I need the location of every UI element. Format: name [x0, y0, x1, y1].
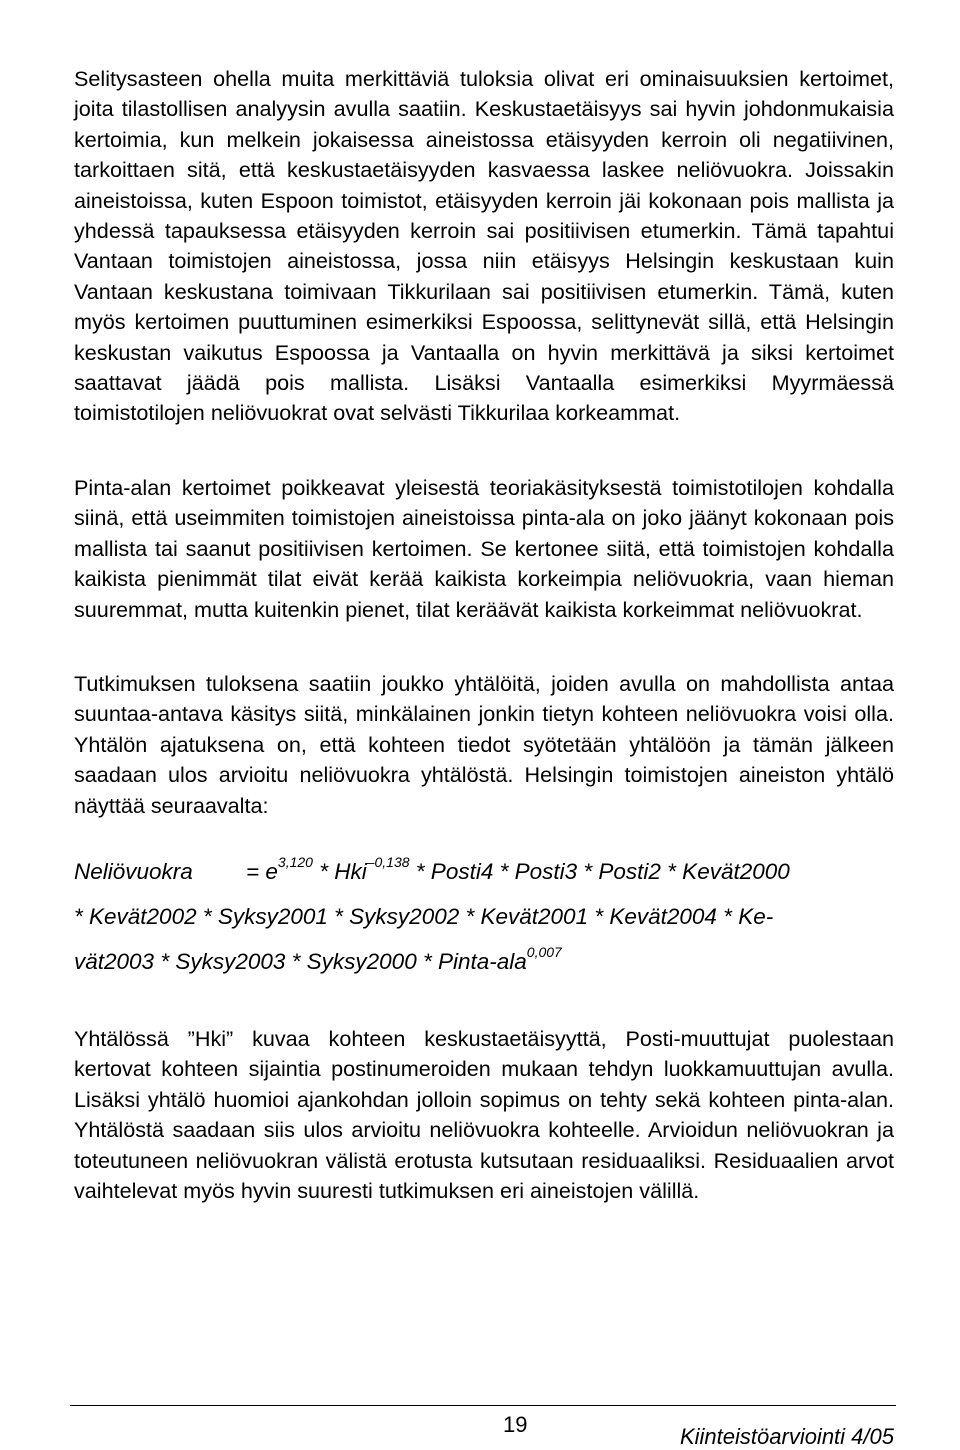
page-number: 19 [503, 1412, 528, 1437]
paragraph-equations-intro: Tutkimuksen tuloksena saatiin joukko yhtälöitä, joiden avulla on mahdollista antaa suuntaa-antava käsitys siitä, minkälainen jonkin tietyn kohteen neliövuokra voisi olla. Yhtälön ajatuksena on, että kohteen tiedot syötetään yhtälöön ja tämän jälkeen saadaan ulos arvioitu neliövuokra yhtälöstä. Helsingin toimistojen aineiston yhtälö näyttää seuraavalta: [74, 670, 894, 818]
equation-line-3 [74, 939, 894, 984]
exponent-constant: 3,120 [277, 853, 313, 870]
equation-hki: * Hki [312, 858, 367, 884]
exponent-area: 0,007 [526, 943, 562, 960]
rent-equation [74, 849, 894, 984]
equation-e: = e [246, 858, 278, 884]
paragraph-coefficients: Selitysasteen ohella muita merkittäviä tuloksia olivat eri ominaisuuksien kertoimet, joita tilastollisen analyysin avulla saatiin. Keskustaetäisyys sai hyvin johdonmukaisia kertoimia, kun melkein jokaisessa aineistossa etäisyyden kerroin oli negatiivinen, tarkoittaen sitä, että keskustaetäisyyden kasvaessa laskee neliövuokra. Joissakin aineistoissa, kuten Espoon toimistot, etäisyyden kerroin jäi kokonaan pois mallista ja yhdessä tapauksessa etäisyyden kerroin sai positiivisen etumerkin. Tämä tapahtui Vantaan toimistojen aineistossa, jossa niin etäisyys Helsingin keskustaan kuin Vantaan keskustana toimivaan Tikkurilaan sai positiivisen etumerkin. Tämä, kuten myös kertoimen puuttuminen esimerkiksi Espoossa, selittynevät sillä, että Helsingin keskustan vaikutus Espoossa ja Vantaalla on hyvin merkittävä ja siksi kertoimet saattavat jäädä pois mallista. Lisäksi Vantaalla esimerkiksi Myyrmäessä toimistotilojen neliövuokrat ovat selvästi Tikkurilaa korkeammat. [74, 66, 894, 426]
equation-line-1-rest: * Posti4 * Posti3 * Posti2 * Kevät2000 [409, 858, 790, 884]
paragraph-equation-explanation: Yhtälössä ”Hki” kuvaa kohteen keskustaetäisyyttä, Posti-muuttujat puolestaan kertovat kohteen sijaintia postinumeroiden mukaan tehdyn luokkamuuttujan avulla. Lisäksi yhtälö huomioi ajankohdan jolloin sopimus on tehty sekä kohteen pinta-alan. Yhtälöstä saadaan siis ulos arvioitu neliövuokra kohteelle. Arvioidun neliövuokran ja toteutuneen neliövuokran välistä erotusta kutsutaan residuaaliksi. Residuaalien arvot vaihtelevat myös hyvin suuresti tutkimuksen eri aineistojen välillä. [74, 1025, 894, 1203]
equation-line-2: * Kevät2002 * Syksy2001 * Syksy2002 * Kevät2001 * Kevät2004 * Ke- [74, 903, 774, 929]
journal-name: Kiinteistöarviointi 4/05 [679, 1424, 894, 1449]
paragraph-area-coefficients: Pinta-alan kertoimet poikkeavat yleisestä teoriakäsityksestä toimistotilojen kohdalla siinä, että useimmiten toimistojen aineistoissa pinta-ala on joko jäänyt kokonaan pois mallista tai saanut positiivisen kertoimen. Se kertonee siitä, että toimistojen kohdalla kaikista pienimmät tilat eivät kerää kaikista korkeimpia neliövuokria, vaan hieman suuremmat, mutta kuitenkin pienet, tilat keräävät kaikista korkeimmat neliövuokrat. [74, 474, 894, 622]
equation-lhs: Neliövuokra [74, 858, 193, 884]
equation-line-1 [74, 849, 894, 894]
page-body [74, 64, 894, 1206]
exponent-hki: –0,138 [366, 853, 410, 870]
footer-divider [70, 1405, 896, 1406]
equation-line-3-text: vät2003 * Syksy2003 * Syksy2000 * Pinta-ala [74, 948, 527, 974]
